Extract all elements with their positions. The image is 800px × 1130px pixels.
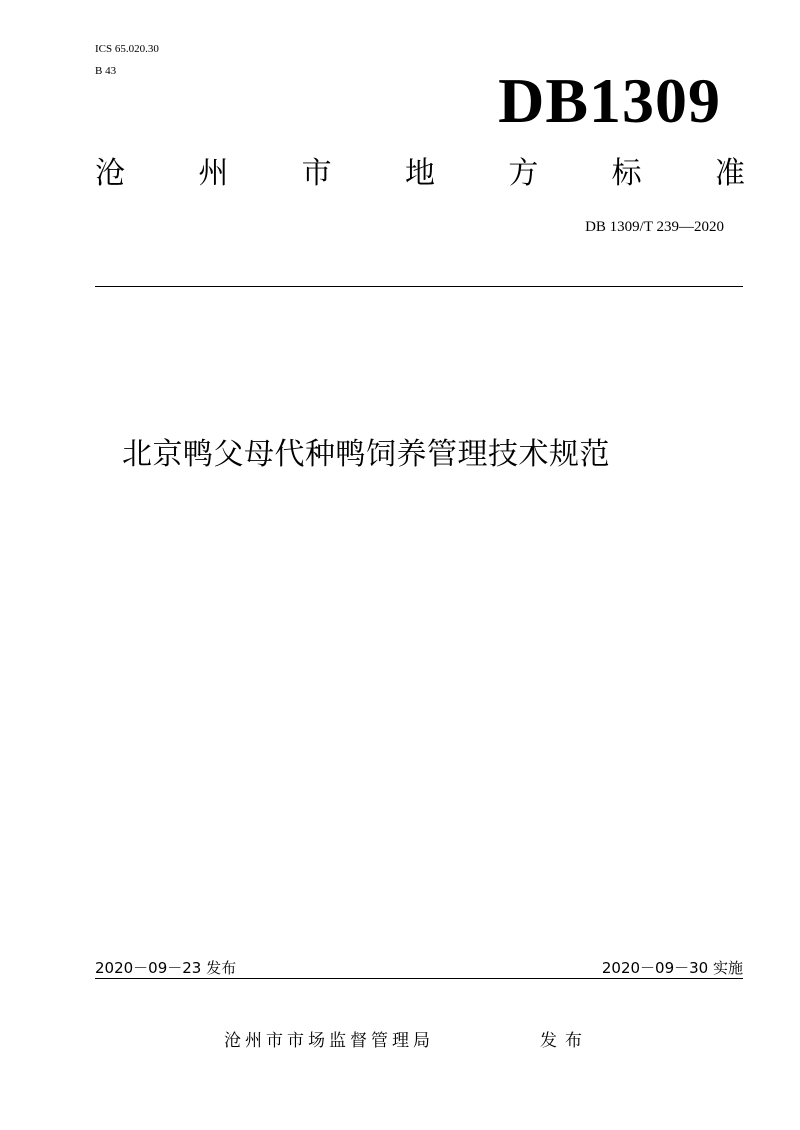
ics-code: ICS 65.020.30 xyxy=(95,43,159,55)
footer-divider xyxy=(95,978,743,979)
standard-type-char: 州 xyxy=(198,156,229,191)
standard-type-char: 方 xyxy=(508,156,539,191)
standard-type-char: 市 xyxy=(301,156,332,191)
publish-date: 2020－09－23 发布 xyxy=(95,959,237,977)
standard-code: DB1309 xyxy=(498,65,721,136)
standard-type-char: 地 xyxy=(404,156,435,191)
document-title: 北京鸭父母代种鸭饲养管理技术规范 xyxy=(122,437,610,472)
standard-type-char: 沧 xyxy=(95,156,125,191)
standard-type-char: 标 xyxy=(611,156,642,191)
issuing-authority: 沧州市市场监督管理局 xyxy=(224,1031,434,1051)
standard-number: DB 1309/T 239—2020 xyxy=(585,219,724,235)
header-divider xyxy=(95,286,743,287)
implement-date: 2020－09－30 实施 xyxy=(601,959,743,977)
ccs-code: B 43 xyxy=(95,65,117,77)
standard-type-char: 准 xyxy=(714,156,745,191)
date-row xyxy=(95,958,743,978)
standard-type-name xyxy=(95,154,745,194)
issue-label: 发布 xyxy=(540,1031,590,1051)
